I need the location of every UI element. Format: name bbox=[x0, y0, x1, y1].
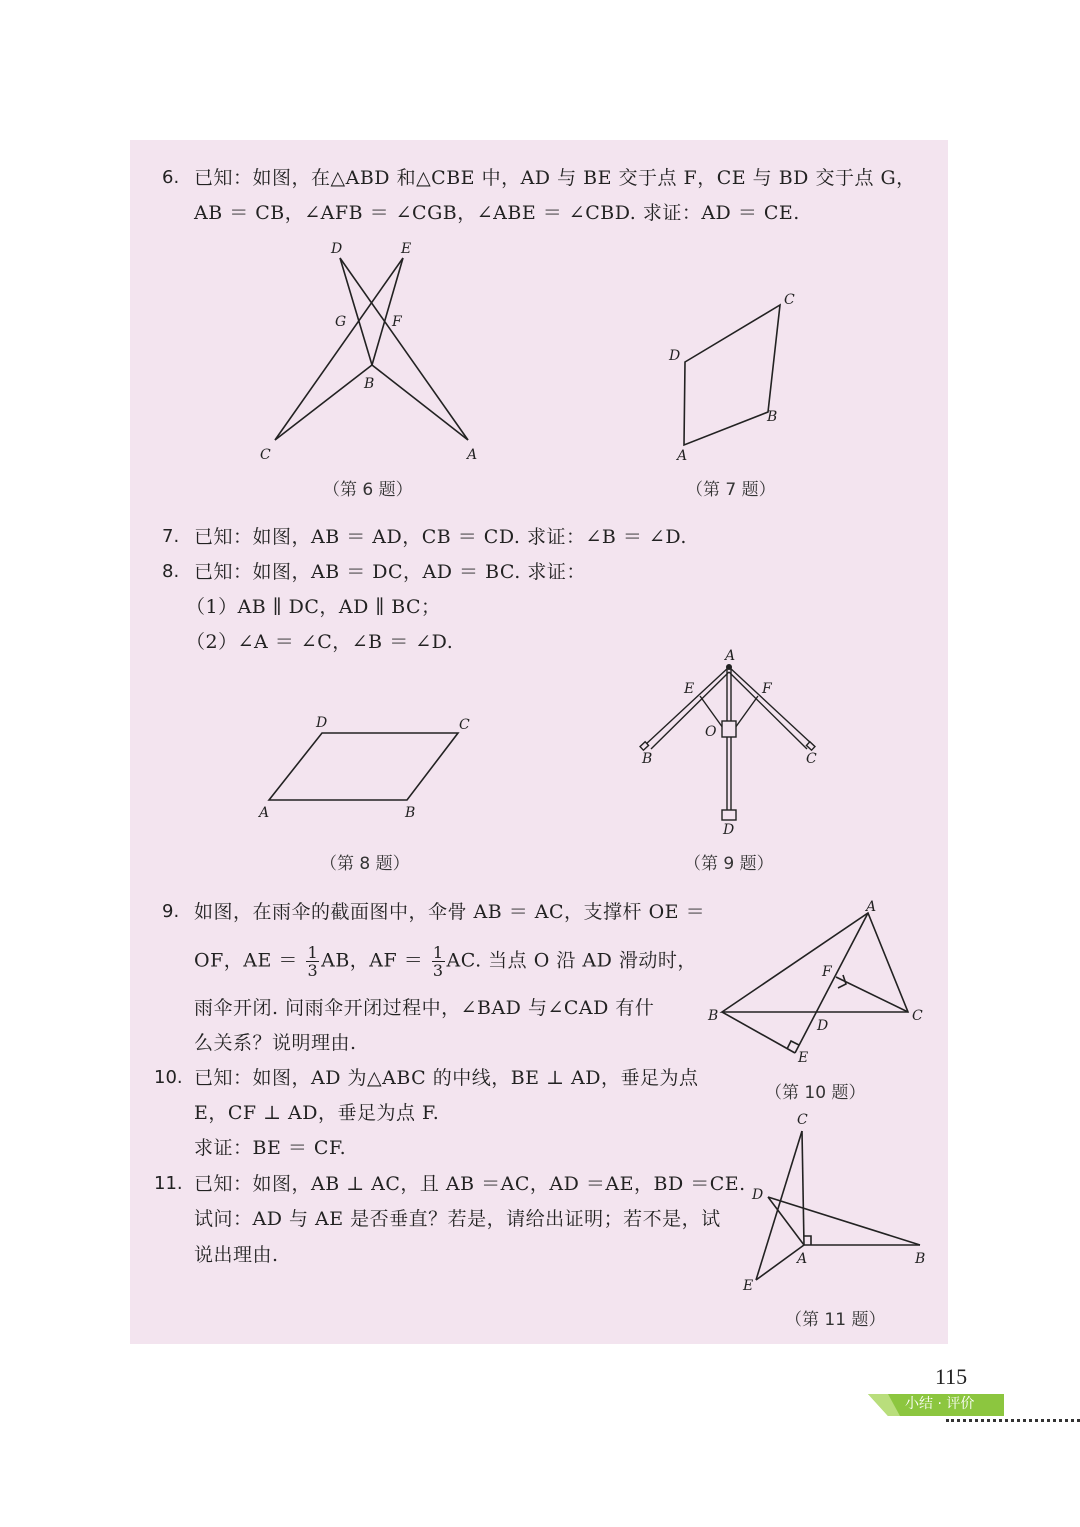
fig6-segment-da bbox=[340, 258, 468, 440]
fig6-segment-db bbox=[340, 258, 372, 365]
section-tag-label: 小结 · 评价 bbox=[905, 1396, 975, 1412]
fraction-one-third-a bbox=[306, 944, 319, 979]
problem-6-number: 6. bbox=[162, 167, 180, 188]
fig6-label-f: F bbox=[392, 314, 402, 330]
fig10-triangle bbox=[722, 913, 908, 1053]
page-number: 115 bbox=[935, 1364, 968, 1389]
fig6-label-a: A bbox=[467, 447, 478, 463]
problem-8-line-3: （2）∠A ＝ ∠C，∠B ＝ ∠D. bbox=[186, 631, 454, 653]
fraction-one-third-b bbox=[432, 944, 445, 979]
fig9-point-a bbox=[726, 664, 732, 670]
footer-dotted-rule bbox=[946, 1419, 1080, 1422]
problem-6-line-2: AB ＝ CB，∠AFB ＝ ∠CGB，∠ABE ＝ ∠CBD. 求证：AD ＝ CE. bbox=[194, 202, 800, 224]
problem-9-line-3: 雨伞开闭. 问雨伞开闭过程中，∠BAD 与∠CAD 有什 bbox=[194, 997, 655, 1019]
frac-a-numerator: 1 bbox=[307, 943, 319, 962]
fig6-segment-ec bbox=[275, 258, 403, 440]
problem-8-line-2: （1）AB ∥ DC，AD ∥ BC； bbox=[186, 596, 441, 618]
fig9-label-a: A bbox=[725, 648, 736, 664]
problem-11-line-1: 已知：如图，AB ⊥ AC，且 AB ＝AC，AD ＝AE，BD ＝CE. bbox=[194, 1173, 746, 1195]
problem-8-number: 8. bbox=[162, 561, 180, 582]
fig6-label-d: D bbox=[331, 241, 343, 257]
fig10-label-c: C bbox=[912, 1008, 923, 1024]
problem-9-line-2 bbox=[194, 944, 697, 979]
fig7-quadrilateral bbox=[684, 305, 780, 445]
fig6-label-c: C bbox=[260, 447, 271, 463]
caption-figure-9: （第 9 题） bbox=[684, 854, 774, 874]
problem-9-line-2-part-a: OF，AE ＝ bbox=[194, 949, 298, 972]
fig10-label-d: D bbox=[817, 1018, 829, 1034]
fig9-label-b: B bbox=[642, 751, 653, 767]
fig6-label-e: E bbox=[401, 241, 412, 257]
fig6-segment-cb bbox=[275, 365, 375, 440]
problem-9-line-4: 么关系？说明理由. bbox=[194, 1032, 357, 1054]
problem-9-line-2-part-b: AB，AF ＝ bbox=[321, 949, 424, 972]
fig11-label-d: D bbox=[752, 1187, 764, 1203]
fig11-label-a: A bbox=[797, 1251, 808, 1267]
fig9-label-o: O bbox=[705, 724, 717, 740]
fig10-label-a: A bbox=[866, 899, 877, 915]
fig10-label-f: F bbox=[822, 964, 832, 980]
fig8-label-c: C bbox=[459, 717, 470, 733]
fig10-label-b: B bbox=[708, 1008, 719, 1024]
caption-figure-7: （第 7 题） bbox=[686, 480, 776, 500]
problem-10-number: 10. bbox=[154, 1067, 183, 1088]
fig7-label-c: C bbox=[784, 292, 795, 308]
problem-7-number: 7. bbox=[162, 526, 180, 547]
frac-b-denominator: 3 bbox=[432, 961, 444, 980]
caption-figure-6: （第 6 题） bbox=[323, 480, 413, 500]
fig6-label-g: G bbox=[335, 314, 347, 330]
frac-b-numerator: 1 bbox=[432, 943, 444, 962]
problem-6-line-1: 已知：如图，在△ABD 和△CBE 中，AD 与 BE 交于点 F，CE 与 BD 交于点 G， bbox=[194, 167, 916, 189]
fig6-label-b: B bbox=[364, 376, 375, 392]
problem-9-line-2-part-c: AC. 当点 O 沿 AD 滑动时， bbox=[446, 949, 697, 972]
problem-9-line-1: 如图，在雨伞的截面图中，伞骨 AB ＝ AC，支撑杆 OE ＝ bbox=[194, 901, 706, 923]
fig8-label-b: B bbox=[405, 805, 416, 821]
problem-10-line-2: E，CF ⊥ AD，垂足为点 F. bbox=[194, 1102, 440, 1124]
problem-10-line-3: 求证：BE ＝ CF. bbox=[194, 1137, 347, 1159]
fig10-label-e: E bbox=[798, 1050, 809, 1066]
problem-8-line-1: 已知：如图，AB ＝ DC，AD ＝ BC. 求证： bbox=[194, 561, 586, 583]
fig11-label-b: B bbox=[915, 1251, 926, 1267]
fig11-diagram bbox=[756, 1131, 920, 1280]
fig7-label-b: B bbox=[767, 409, 778, 425]
fig9-label-c: C bbox=[806, 751, 817, 767]
problem-11-line-3: 说出理由. bbox=[194, 1244, 279, 1266]
fig7-label-d: D bbox=[669, 348, 681, 364]
frac-a-denominator: 3 bbox=[307, 961, 319, 980]
fig11-label-e: E bbox=[743, 1278, 754, 1294]
problem-7-line-1: 已知：如图，AB ＝ AD，CB ＝ CD. 求证：∠B ＝ ∠D. bbox=[194, 526, 687, 548]
fig9-umbrella bbox=[640, 667, 815, 820]
fig11-label-c: C bbox=[797, 1112, 808, 1128]
problem-10-line-1: 已知：如图，AD 为△ABC 的中线，BE ⊥ AD，垂足为点 bbox=[194, 1067, 699, 1089]
fig8-label-d: D bbox=[316, 715, 328, 731]
problem-11-number: 11. bbox=[154, 1173, 183, 1194]
problem-9-number: 9. bbox=[162, 901, 180, 922]
fig9-label-d: D bbox=[723, 822, 735, 838]
caption-figure-11: （第 11 题） bbox=[785, 1310, 886, 1330]
problem-11-line-2: 试问：AD 与 AE 是否垂直？若是，请给出证明；若不是，试 bbox=[194, 1208, 721, 1230]
fig9-label-e: E bbox=[684, 681, 695, 697]
fig9-label-f: F bbox=[762, 681, 772, 697]
fig6-segment-ab bbox=[372, 365, 468, 440]
fig8-parallelogram bbox=[269, 733, 458, 800]
fig8-label-a: A bbox=[259, 805, 270, 821]
caption-figure-10: （第 10 题） bbox=[765, 1083, 866, 1103]
caption-figure-8: （第 8 题） bbox=[320, 854, 410, 874]
fig7-label-a: A bbox=[677, 448, 688, 464]
